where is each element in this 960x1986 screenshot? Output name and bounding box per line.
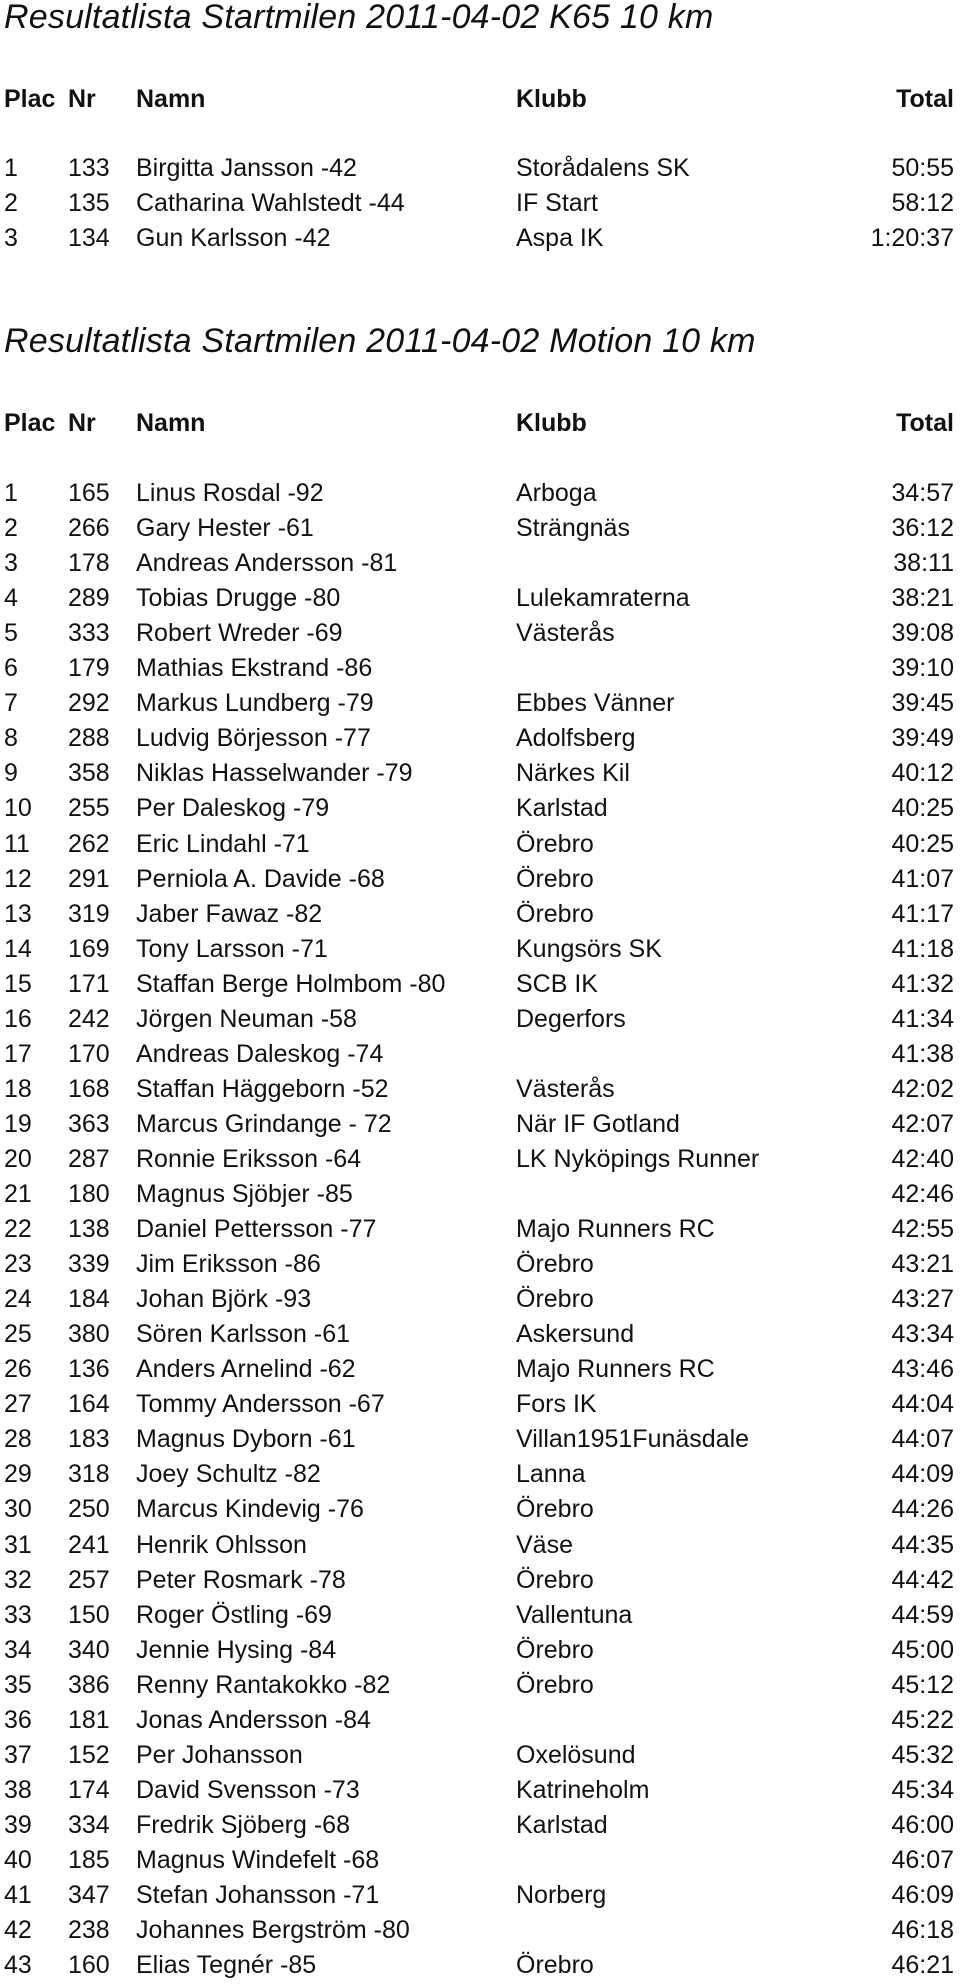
table-header <box>0 82 960 117</box>
cell-total: 44:07 <box>891 1425 954 1454</box>
cell-plac: 43 <box>4 1951 32 1980</box>
cell-namn: Linus Rosdal -92 <box>136 479 324 507</box>
cell-plac: 8 <box>4 724 18 753</box>
table-row <box>0 581 960 616</box>
cell-namn: Jörgen Neuman -58 <box>136 1004 357 1033</box>
cell-nr: 287 <box>68 1144 110 1173</box>
cell-plac: 4 <box>4 584 18 613</box>
cell-klubb: Örebro <box>516 1951 594 1980</box>
cell-namn: Jaber Fawaz -82 <box>136 899 323 928</box>
cell-klubb: Örebro <box>516 829 594 858</box>
cell-plac: 41 <box>4 1881 32 1909</box>
cell-nr: 184 <box>68 1285 110 1314</box>
cell-klubb: Arboga <box>516 479 597 507</box>
cell-namn: Catharina Wahlstedt -44 <box>136 189 405 217</box>
cell-klubb: Kungsörs SK <box>516 934 662 963</box>
cell-nr: 291 <box>68 864 110 893</box>
table-row <box>0 1107 960 1142</box>
cell-total: 39:10 <box>891 654 954 683</box>
section-title: Resultatlista Startmilen 2011-04-02 K65 10 km <box>4 0 714 36</box>
cell-namn: Elias Tegnér -85 <box>136 1951 317 1980</box>
table-row <box>0 827 960 862</box>
cell-klubb: Adolfsberg <box>516 724 636 753</box>
cell-klubb: Örebro <box>516 864 594 893</box>
cell-total: 41:18 <box>891 934 954 963</box>
table-row <box>0 1598 960 1633</box>
cell-namn: Robert Wreder -69 <box>136 619 343 648</box>
cell-namn: Per Johansson <box>136 1740 303 1769</box>
cell-total: 43:27 <box>891 1285 954 1314</box>
cell-plac: 35 <box>4 1670 32 1699</box>
cell-namn: Daniel Pettersson -77 <box>136 1215 377 1244</box>
table-row <box>0 1142 960 1177</box>
cell-nr: 150 <box>68 1600 110 1629</box>
cell-klubb: Villan1951Funäsdale <box>516 1425 750 1454</box>
cell-total: 42:40 <box>891 1144 954 1173</box>
cell-namn: Henrik Ohlsson <box>136 1530 307 1559</box>
cell-namn: Tobias Drugge -80 <box>136 584 341 613</box>
cell-total: 39:08 <box>891 619 954 648</box>
cell-total: 41:34 <box>891 1004 954 1033</box>
cell-nr: 250 <box>68 1495 110 1524</box>
cell-plac: 2 <box>4 189 18 217</box>
cell-plac: 34 <box>4 1635 32 1664</box>
cell-plac: 25 <box>4 1320 32 1349</box>
cell-plac: 38 <box>4 1775 32 1804</box>
cell-total: 39:45 <box>891 689 954 718</box>
cell-klubb: Örebro <box>516 1670 594 1699</box>
cell-klubb: Strängnäs <box>516 514 630 543</box>
cell-nr: 339 <box>68 1250 110 1279</box>
cell-plac: 3 <box>4 549 18 578</box>
cell-total: 40:25 <box>891 829 954 858</box>
cell-nr: 164 <box>68 1390 110 1419</box>
cell-total: 38:21 <box>891 584 954 613</box>
cell-namn: Peter Rosmark -78 <box>136 1565 346 1594</box>
cell-total: 42:07 <box>891 1109 954 1138</box>
cell-namn: Staffan Berge Holmbom -80 <box>136 969 446 998</box>
cell-nr: 183 <box>68 1425 110 1454</box>
cell-klubb: Örebro <box>516 1635 594 1664</box>
table-row <box>0 756 960 791</box>
cell-nr: 333 <box>68 619 110 648</box>
cell-total: 45:12 <box>891 1670 954 1699</box>
cell-nr: 165 <box>68 479 110 507</box>
cell-plac: 9 <box>4 759 18 788</box>
cell-plac: 11 <box>4 829 30 858</box>
cell-plac: 6 <box>4 654 18 683</box>
cell-total: 44:35 <box>891 1530 954 1559</box>
table-row <box>0 476 960 511</box>
cell-nr: 179 <box>68 654 110 683</box>
cell-nr: 288 <box>68 724 110 753</box>
cell-total: 1:20:37 <box>870 224 954 252</box>
table-row <box>0 1422 960 1457</box>
cell-nr: 152 <box>68 1740 110 1769</box>
cell-namn: Roger Östling -69 <box>136 1600 332 1629</box>
cell-nr: 178 <box>68 549 110 578</box>
cell-total: 46:21 <box>891 1951 954 1980</box>
cell-plac: 32 <box>4 1565 32 1594</box>
cell-namn: Magnus Sjöbjer -85 <box>136 1180 353 1208</box>
cell-total: 41:38 <box>891 1039 954 1068</box>
table-row <box>0 1352 960 1387</box>
cell-plac: 33 <box>4 1600 32 1629</box>
table-row <box>0 932 960 967</box>
cell-klubb: SCB IK <box>516 969 598 998</box>
cell-namn: Ludvig Börjesson -77 <box>136 724 371 753</box>
cell-plac: 40 <box>4 1845 32 1874</box>
cell-nr: 242 <box>68 1004 110 1033</box>
cell-total: 36:12 <box>891 514 954 543</box>
cell-namn: Fredrik Sjöberg -68 <box>136 1810 350 1839</box>
cell-klubb: Majo Runners RC <box>516 1215 715 1244</box>
cell-total: 41:17 <box>891 899 954 928</box>
table-row <box>0 1703 960 1738</box>
cell-klubb: Väse <box>516 1530 573 1559</box>
table-row <box>0 1808 960 1843</box>
cell-plac: 14 <box>4 934 32 963</box>
cell-namn: Staffan Häggeborn -52 <box>136 1074 389 1103</box>
cell-klubb: Lanna <box>516 1460 586 1489</box>
cell-total: 43:21 <box>891 1250 954 1279</box>
cell-plac: 1 <box>4 479 18 507</box>
cell-klubb: Lulekamraterna <box>516 584 690 613</box>
cell-namn: Tommy Andersson -67 <box>136 1390 385 1419</box>
cell-nr: 136 <box>68 1355 110 1384</box>
table-row <box>0 1948 960 1983</box>
cell-klubb: Karlstad <box>516 794 608 823</box>
cell-total: 43:34 <box>891 1320 954 1349</box>
cell-nr: 266 <box>68 514 110 543</box>
cell-namn: Sören Karlsson -61 <box>136 1320 351 1349</box>
cell-nr: 160 <box>68 1951 110 1980</box>
cell-plac: 29 <box>4 1460 32 1489</box>
column-header-total: Total <box>896 85 954 113</box>
cell-namn: David Svensson -73 <box>136 1775 360 1804</box>
cell-nr: 340 <box>68 1635 110 1664</box>
table-row <box>0 1668 960 1703</box>
cell-klubb: Askersund <box>516 1320 635 1349</box>
cell-nr: 292 <box>68 689 110 718</box>
cell-nr: 241 <box>68 1530 110 1559</box>
column-header-klubb: Klubb <box>516 409 587 437</box>
table-row <box>0 1843 960 1878</box>
cell-total: 46:00 <box>891 1810 954 1839</box>
cell-nr: 185 <box>68 1845 110 1874</box>
table-row <box>0 1002 960 1037</box>
column-header-nr: Nr <box>68 85 96 113</box>
column-header-plac: Plac <box>4 85 56 113</box>
cell-klubb: Norberg <box>516 1881 607 1909</box>
cell-plac: 24 <box>4 1285 32 1314</box>
cell-klubb: Degerfors <box>516 1004 626 1033</box>
cell-plac: 37 <box>4 1740 32 1769</box>
cell-total: 42:02 <box>891 1074 954 1103</box>
cell-nr: 238 <box>68 1916 110 1945</box>
cell-total: 46:18 <box>891 1916 954 1945</box>
cell-namn: Renny Rantakokko -82 <box>136 1670 391 1699</box>
cell-total: 42:46 <box>891 1180 954 1208</box>
cell-total: 41:07 <box>891 864 954 893</box>
cell-namn: Magnus Dyborn -61 <box>136 1425 356 1454</box>
cell-plac: 42 <box>4 1916 32 1945</box>
section-title: Resultatlista Startmilen 2011-04-02 Motion 10 km <box>4 322 756 360</box>
cell-nr: 174 <box>68 1775 110 1804</box>
cell-klubb: Vallentuna <box>516 1600 633 1629</box>
cell-nr: 138 <box>68 1215 110 1244</box>
cell-klubb: Västerås <box>516 619 615 648</box>
cell-nr: 363 <box>68 1109 110 1138</box>
cell-nr: 257 <box>68 1565 110 1594</box>
cell-nr: 180 <box>68 1180 110 1208</box>
cell-plac: 21 <box>4 1180 32 1208</box>
cell-klubb: Närkes Kil <box>516 759 630 788</box>
column-header-namn: Namn <box>136 85 206 113</box>
cell-total: 41:32 <box>891 969 954 998</box>
cell-nr: 386 <box>68 1670 110 1699</box>
table-row <box>0 1387 960 1422</box>
table-row <box>0 616 960 651</box>
table-row <box>0 721 960 756</box>
table-row <box>0 221 960 256</box>
cell-namn: Per Daleskog -79 <box>136 794 330 823</box>
cell-plac: 1 <box>4 154 18 182</box>
cell-namn: Gary Hester -61 <box>136 514 314 543</box>
cell-nr: 133 <box>68 154 110 182</box>
table-row <box>0 1528 960 1563</box>
cell-total: 46:09 <box>891 1881 954 1909</box>
table-row <box>0 1738 960 1773</box>
cell-total: 46:07 <box>891 1845 954 1874</box>
cell-klubb: Majo Runners RC <box>516 1355 715 1384</box>
table-row <box>0 1913 960 1948</box>
cell-total: 44:59 <box>891 1600 954 1629</box>
cell-plac: 30 <box>4 1495 32 1524</box>
cell-total: 39:49 <box>891 724 954 753</box>
cell-total: 34:57 <box>891 479 954 507</box>
cell-nr: 347 <box>68 1881 110 1909</box>
cell-klubb: När IF Gotland <box>516 1109 680 1138</box>
cell-nr: 358 <box>68 759 110 788</box>
table-row <box>0 186 960 221</box>
cell-nr: 255 <box>68 794 110 823</box>
table-row <box>0 1247 960 1282</box>
table-row <box>0 967 960 1002</box>
cell-plac: 13 <box>4 899 32 928</box>
cell-namn: Markus Lundberg -79 <box>136 689 374 718</box>
table-header <box>0 406 960 441</box>
cell-total: 38:11 <box>893 549 954 578</box>
table-row <box>0 897 960 932</box>
cell-plac: 7 <box>4 689 18 718</box>
cell-namn: Niklas Hasselwander -79 <box>136 759 413 788</box>
cell-klubb: Ebbes Vänner <box>516 689 675 718</box>
cell-plac: 12 <box>4 864 32 893</box>
table-row <box>0 1072 960 1107</box>
cell-namn: Magnus Windefelt -68 <box>136 1845 380 1874</box>
cell-plac: 31 <box>4 1530 32 1559</box>
table-row <box>0 791 960 826</box>
cell-nr: 134 <box>68 224 110 252</box>
cell-klubb: Örebro <box>516 1285 594 1314</box>
cell-namn: Tony Larsson -71 <box>136 934 328 963</box>
cell-klubb: Katrineholm <box>516 1775 650 1804</box>
cell-nr: 262 <box>68 829 110 858</box>
cell-plac: 19 <box>4 1109 32 1138</box>
cell-total: 45:34 <box>891 1775 954 1804</box>
cell-namn: Jonas Andersson -84 <box>136 1705 371 1734</box>
cell-nr: 181 <box>68 1705 110 1734</box>
column-header-total: Total <box>896 409 954 437</box>
table-row <box>0 1563 960 1598</box>
cell-plac: 2 <box>4 514 18 543</box>
cell-plac: 39 <box>4 1810 32 1839</box>
cell-total: 45:22 <box>891 1705 954 1734</box>
column-header-nr: Nr <box>68 409 96 437</box>
cell-namn: Marcus Kindevig -76 <box>136 1495 364 1524</box>
table-row <box>0 1177 960 1212</box>
cell-klubb: Fors IK <box>516 1390 597 1419</box>
cell-plac: 17 <box>4 1039 32 1068</box>
table-row <box>0 1317 960 1352</box>
cell-klubb: Örebro <box>516 1495 594 1524</box>
cell-klubb: Örebro <box>516 1565 594 1594</box>
column-header-plac: Plac <box>4 409 56 437</box>
cell-nr: 289 <box>68 584 110 613</box>
cell-plac: 3 <box>4 224 18 252</box>
table-row <box>0 151 960 186</box>
cell-total: 42:55 <box>891 1215 954 1244</box>
table-row <box>0 1282 960 1317</box>
cell-nr: 171 <box>68 969 110 998</box>
table-row <box>0 546 960 581</box>
cell-namn: Eric Lindahl -71 <box>136 829 310 858</box>
table-row <box>0 1457 960 1492</box>
cell-nr: 319 <box>68 899 110 928</box>
cell-namn: Stefan Johansson -71 <box>136 1881 380 1909</box>
cell-nr: 170 <box>68 1039 110 1068</box>
cell-klubb: Örebro <box>516 899 594 928</box>
cell-plac: 20 <box>4 1144 32 1173</box>
cell-total: 40:12 <box>891 759 954 788</box>
cell-plac: 23 <box>4 1250 32 1279</box>
cell-namn: Anders Arnelind -62 <box>136 1355 356 1384</box>
cell-nr: 169 <box>68 934 110 963</box>
cell-namn: Andreas Daleskog -74 <box>136 1039 384 1068</box>
cell-namn: Marcus Grindange - 72 <box>136 1109 392 1138</box>
table-row <box>0 862 960 897</box>
cell-klubb: LK Nyköpings Runner <box>516 1144 760 1173</box>
cell-plac: 18 <box>4 1074 32 1103</box>
cell-namn: Gun Karlsson -42 <box>136 224 331 252</box>
table-row <box>0 1878 960 1913</box>
cell-plac: 28 <box>4 1425 32 1454</box>
column-header-klubb: Klubb <box>516 85 587 113</box>
cell-nr: 168 <box>68 1074 110 1103</box>
table-row <box>0 651 960 686</box>
cell-namn: Mathias Ekstrand -86 <box>136 654 373 683</box>
cell-plac: 22 <box>4 1215 32 1244</box>
cell-total: 44:09 <box>891 1460 954 1489</box>
cell-total: 50:55 <box>891 154 954 182</box>
table-row <box>0 1633 960 1668</box>
cell-klubb: Storådalens SK <box>516 154 690 182</box>
cell-nr: 135 <box>68 189 110 217</box>
table-row <box>0 1773 960 1808</box>
table-row <box>0 511 960 546</box>
table-row <box>0 1037 960 1072</box>
cell-namn: Birgitta Jansson -42 <box>136 154 357 182</box>
cell-klubb: Västerås <box>516 1074 615 1103</box>
cell-klubb: Karlstad <box>516 1810 608 1839</box>
cell-namn: Joey Schultz -82 <box>136 1460 321 1489</box>
cell-total: 45:00 <box>891 1635 954 1664</box>
cell-nr: 334 <box>68 1810 110 1839</box>
cell-nr: 380 <box>68 1320 110 1349</box>
cell-plac: 5 <box>4 619 18 648</box>
column-header-namn: Namn <box>136 409 206 437</box>
cell-total: 40:25 <box>891 794 954 823</box>
cell-namn: Jim Eriksson -86 <box>136 1250 321 1279</box>
cell-namn: Ronnie Eriksson -64 <box>136 1144 362 1173</box>
cell-total: 44:04 <box>891 1390 954 1419</box>
cell-plac: 36 <box>4 1705 32 1734</box>
cell-total: 43:46 <box>891 1355 954 1384</box>
cell-plac: 10 <box>4 794 32 823</box>
cell-plac: 16 <box>4 1004 32 1033</box>
cell-klubb: Örebro <box>516 1250 594 1279</box>
cell-namn: Jennie Hysing -84 <box>136 1635 337 1664</box>
cell-total: 58:12 <box>891 189 954 217</box>
cell-total: 44:42 <box>891 1565 954 1594</box>
table-row <box>0 1492 960 1527</box>
cell-total: 45:32 <box>891 1740 954 1769</box>
cell-namn: Andreas Andersson -81 <box>136 549 398 578</box>
cell-namn: Johannes Bergström -80 <box>136 1916 410 1945</box>
cell-plac: 15 <box>4 969 32 998</box>
cell-plac: 26 <box>4 1355 32 1384</box>
cell-klubb: Aspa IK <box>516 224 604 252</box>
cell-plac: 27 <box>4 1390 32 1419</box>
cell-klubb: Oxelösund <box>516 1740 636 1769</box>
table-row <box>0 1212 960 1247</box>
cell-klubb: IF Start <box>516 189 598 217</box>
table-row <box>0 686 960 721</box>
cell-namn: Johan Björk -93 <box>136 1285 312 1314</box>
cell-namn: Perniola A. Davide -68 <box>136 864 385 893</box>
cell-nr: 318 <box>68 1460 110 1489</box>
cell-total: 44:26 <box>891 1495 954 1524</box>
